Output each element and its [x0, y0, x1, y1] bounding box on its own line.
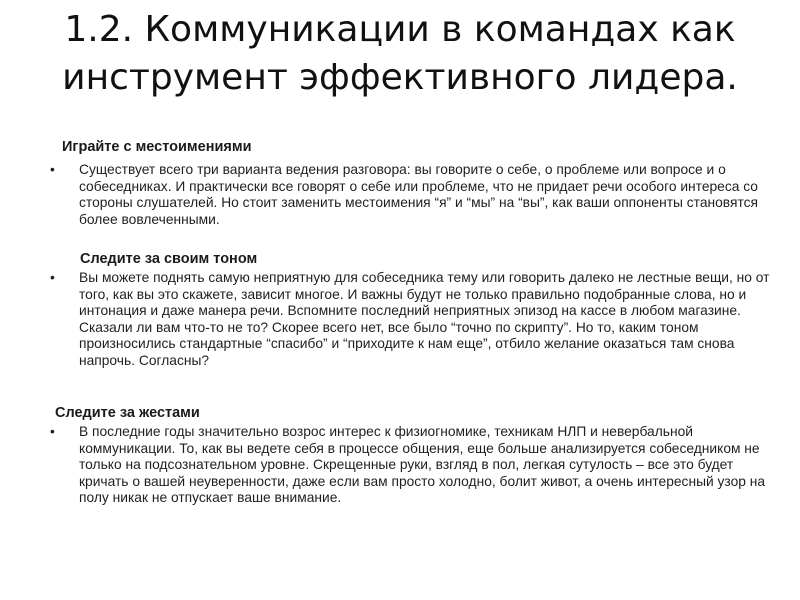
bullet-pronouns — [50, 162, 779, 228]
bullet-text-tone: Вы можете поднять самую неприятную для собеседника тему или говорить далеко не лестные вещи, но от того, как вы это скажете, зависит многое. И важны будут не только правильно подобранные слова, но и интонация и даже манера речи. Вспомните последний неприятных эпизод на кассе в любом магазине. Сказали ли вам что-то не то? Скорее всего нет, все было “точно по скрипту”. Но то, каким тоном произносились стандартные “спасибо” и “приходите к нам еще”, отбило желание оказаться там снова напрочь. Согласны? — [79, 270, 770, 368]
bullet-gestures — [50, 424, 779, 507]
bullet-tone — [50, 270, 779, 370]
bullet-marker: • — [50, 424, 55, 439]
section-heading-gestures: Следите за жестами — [55, 405, 200, 421]
bullet-text-gestures: В последние годы значительно возрос интерес к физиогномике, техникам НЛП и невербальной коммуникации. То, как вы ведете себя в процессе общения, еще больше анализируется собеседником не только на подсознательном уровне. Скрещенные руки, взгляд в пол, легкая сутулость – все это будет кричать о вашей неуверенности, даже если вам просто холодно, болит живот, а очень интересный узор на полу никак не отпускает ваше внимание. — [79, 424, 766, 506]
section-heading-pronouns: Играйте с местоимениями — [62, 139, 252, 155]
bullet-marker: • — [50, 162, 55, 177]
bullet-marker: • — [50, 270, 55, 285]
section-heading-tone: Следите за своим тоном — [80, 251, 258, 267]
slide-title: 1.2. Коммуникации в командах как инструмент эффективного лидера. — [62, 9, 738, 98]
bullet-text-pronouns: Существует всего три варианта ведения разговора: вы говорите о себе, о проблеме или вопросе и о собеседниках. И практически все говорят о себе или проблеме, что не придает речи особого интереса со стороны слушателей. Но стоит заменить местоимения “я” и “мы” на “вы”, как ваши оппоненты становятся более вовлеченными. — [79, 162, 758, 227]
